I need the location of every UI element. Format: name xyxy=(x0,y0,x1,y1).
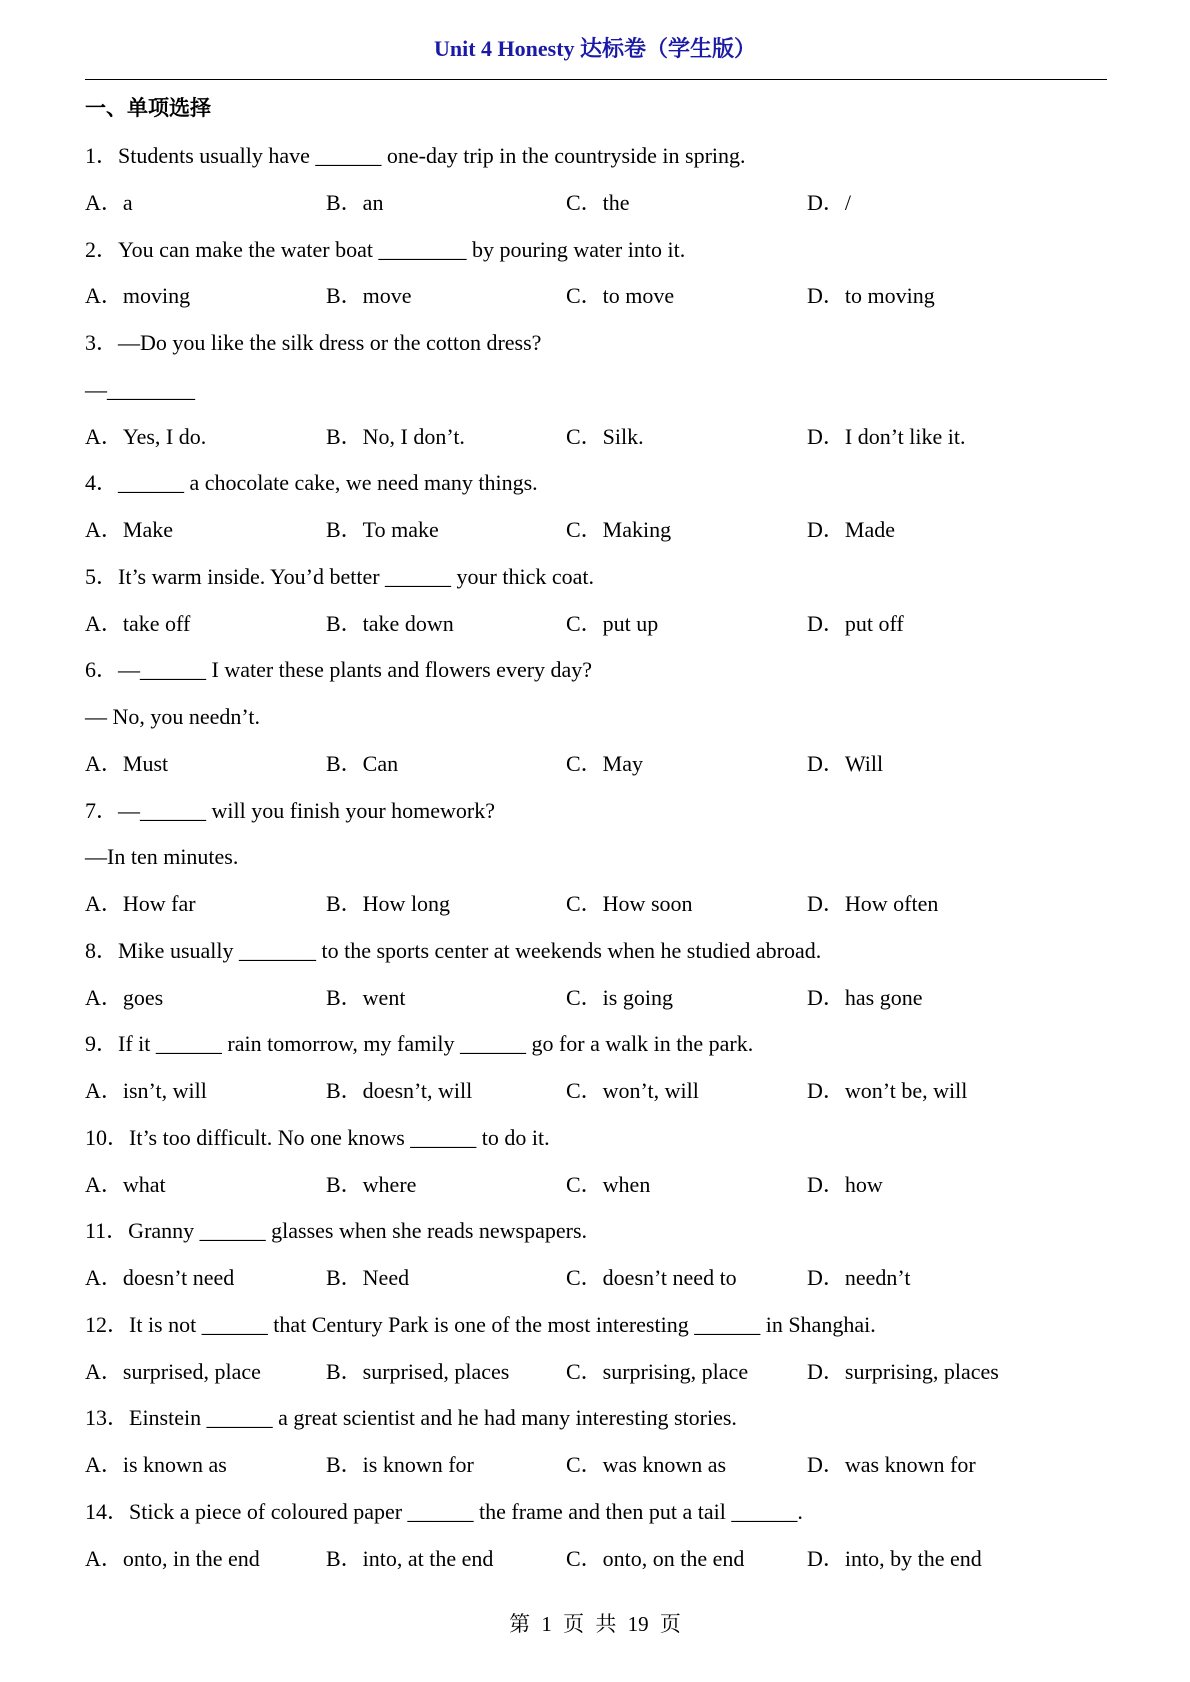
answer-option-a[interactable]: A．isn’t, will xyxy=(85,1078,207,1103)
answer-options xyxy=(85,1162,1115,1209)
answer-option-a[interactable]: A．doesn’t need xyxy=(85,1265,235,1290)
answer-option-a[interactable]: A．Must xyxy=(85,750,169,776)
question xyxy=(85,1302,1115,1396)
answer-option-b[interactable]: B．surprised, places xyxy=(326,1358,510,1384)
answer-option-a[interactable]: A．what xyxy=(85,1171,166,1197)
question-stem: 1．Students usually have ______ one-day trip in the countryside in spring. xyxy=(85,143,746,168)
question xyxy=(85,554,1115,648)
answer-option-b[interactable]: B．No, I don’t. xyxy=(326,423,465,449)
answer-option-a[interactable]: A．a xyxy=(85,189,133,215)
answer-options xyxy=(85,1442,1115,1489)
answer-option-a[interactable]: A．How far xyxy=(85,891,196,916)
answer-option-d[interactable]: D．How often xyxy=(807,891,939,916)
question-stem: 13．Einstein ______ a great scientist and he had many interesting stories. xyxy=(85,1405,737,1431)
answer-option-b[interactable]: B．Can xyxy=(326,750,399,776)
question-stem: 7．—______ will you finish your homework? xyxy=(85,797,496,823)
question xyxy=(85,928,1115,1022)
answer-options xyxy=(85,507,1115,554)
answer-option-b[interactable]: B．Need xyxy=(326,1265,410,1290)
answer-options xyxy=(85,975,1115,1022)
answer-options xyxy=(85,1349,1115,1396)
question-stem: 9．If it ______ rain tomorrow, my family ______ go for a walk in the park. xyxy=(85,1031,754,1057)
page-footer: 第 1 页 共 19 页 xyxy=(509,1612,681,1636)
answer-option-a[interactable]: A．surprised, place xyxy=(85,1358,261,1384)
answer-option-a[interactable]: A．take off xyxy=(85,610,191,636)
answer-option-c[interactable]: C．won’t, will xyxy=(566,1078,699,1103)
answer-option-c[interactable]: C．put up xyxy=(566,610,659,636)
answer-option-b[interactable]: B．take down xyxy=(326,610,454,636)
answer-option-d[interactable]: D．surprising, places xyxy=(807,1358,999,1384)
question-stem: 10．It’s too difficult. No one knows ______ to do it. xyxy=(85,1124,550,1150)
question xyxy=(85,227,1115,321)
question-dialog-line: —________ xyxy=(85,376,195,402)
answer-options xyxy=(85,741,1115,788)
answer-option-d[interactable]: D．into, by the end xyxy=(807,1545,982,1571)
question xyxy=(85,1208,1115,1302)
answer-options xyxy=(85,180,1115,227)
answer-option-b[interactable]: B．doesn’t, will xyxy=(326,1078,473,1103)
section-heading: 一、单项选择 xyxy=(85,96,211,120)
answer-options xyxy=(85,1068,1115,1115)
answer-options xyxy=(85,273,1115,320)
question xyxy=(85,647,1115,787)
question-stem: 4．______ a chocolate cake, we need many things. xyxy=(85,470,538,496)
answer-option-c[interactable]: C．to move xyxy=(566,283,675,309)
answer-option-b[interactable]: B．To make xyxy=(326,517,439,542)
answer-options xyxy=(85,881,1115,928)
answer-option-d[interactable]: D．won’t be, will xyxy=(807,1078,968,1103)
answer-option-c[interactable]: C．Making xyxy=(566,517,672,542)
answer-option-a[interactable]: A．is known as xyxy=(85,1452,227,1477)
answer-option-d[interactable]: D．put off xyxy=(807,610,904,636)
answer-option-b[interactable]: B．How long xyxy=(326,891,451,916)
answer-option-b[interactable]: B．into, at the end xyxy=(326,1545,494,1571)
question xyxy=(85,460,1115,554)
answer-option-d[interactable]: D．how xyxy=(807,1171,883,1197)
question-stem: 12．It is not ______ that Century Park is one of the most interesting ______ in Shanghai. xyxy=(85,1311,876,1337)
question xyxy=(85,1115,1115,1209)
answer-option-c[interactable]: C．the xyxy=(566,189,630,215)
answer-option-d[interactable]: D．to moving xyxy=(807,283,935,309)
answer-option-b[interactable]: B．where xyxy=(326,1171,417,1197)
answer-option-a[interactable]: A．onto, in the end xyxy=(85,1545,260,1571)
answer-option-d[interactable]: D．has gone xyxy=(807,984,923,1010)
answer-option-b[interactable]: B．went xyxy=(326,984,406,1010)
answer-option-c[interactable]: C．onto, on the end xyxy=(566,1545,745,1571)
answer-option-c[interactable]: C．doesn’t need to xyxy=(566,1265,737,1290)
answer-options xyxy=(85,601,1115,648)
header-divider xyxy=(85,79,1107,80)
question-stem: 11．Granny ______ glasses when she reads newspapers. xyxy=(85,1218,588,1244)
document-title: Unit 4 Honesty 达标卷（学生版） xyxy=(433,36,757,61)
answer-option-c[interactable]: C．How soon xyxy=(566,891,693,916)
answer-options xyxy=(85,1536,1115,1583)
answer-option-d[interactable]: D．needn’t xyxy=(807,1265,911,1290)
question-stem: 14．Stick a piece of coloured paper ______ the frame and then put a tail ______. xyxy=(85,1498,803,1524)
question xyxy=(85,133,1115,227)
answer-option-a[interactable]: A．goes xyxy=(85,984,164,1010)
question-stem: 2．You can make the water boat ________ by pouring water into it. xyxy=(85,236,686,262)
answer-options xyxy=(85,414,1115,461)
answer-option-b[interactable]: B．move xyxy=(326,283,412,309)
answer-option-d[interactable]: D．/ xyxy=(807,189,852,215)
question-stem: 5．It’s warm inside. You’d better ______ your thick coat. xyxy=(85,563,594,589)
answer-option-d[interactable]: D．Will xyxy=(807,750,884,776)
answer-option-c[interactable]: C．Silk. xyxy=(566,423,644,449)
answer-option-d[interactable]: D．I don’t like it. xyxy=(807,423,966,449)
question-stem: 8．Mike usually _______ to the sports center at weekends when he studied abroad. xyxy=(85,937,822,963)
answer-option-a[interactable]: A．Yes, I do. xyxy=(85,423,207,449)
question-stem: 6．—______ I water these plants and flowers every day? xyxy=(85,657,593,683)
answer-option-c[interactable]: C．was known as xyxy=(566,1452,727,1477)
answer-option-c[interactable]: C．when xyxy=(566,1171,651,1197)
answer-options xyxy=(85,1255,1115,1302)
question-stem: 3．—Do you like the silk dress or the cotton dress? xyxy=(85,330,542,355)
question xyxy=(85,1395,1115,1489)
answer-option-c[interactable]: C．May xyxy=(566,750,644,776)
answer-option-a[interactable]: A．moving xyxy=(85,283,191,309)
answer-option-d[interactable]: D．was known for xyxy=(807,1452,976,1477)
question xyxy=(85,788,1115,928)
question xyxy=(85,320,1115,460)
answer-option-b[interactable]: B．is known for xyxy=(326,1452,474,1477)
question-dialog-line: —In ten minutes. xyxy=(85,844,239,870)
question xyxy=(85,1021,1115,1115)
question-dialog-line: — No, you needn’t. xyxy=(85,704,260,729)
answer-option-a[interactable]: A．Make xyxy=(85,517,173,542)
answer-option-c[interactable]: C．surprising, place xyxy=(566,1358,749,1384)
answer-option-c[interactable]: C．is going xyxy=(566,984,673,1010)
answer-option-d[interactable]: D．Made xyxy=(807,517,895,542)
question-list xyxy=(85,133,1115,1582)
question xyxy=(85,1489,1115,1583)
answer-option-b[interactable]: B．an xyxy=(326,189,384,215)
